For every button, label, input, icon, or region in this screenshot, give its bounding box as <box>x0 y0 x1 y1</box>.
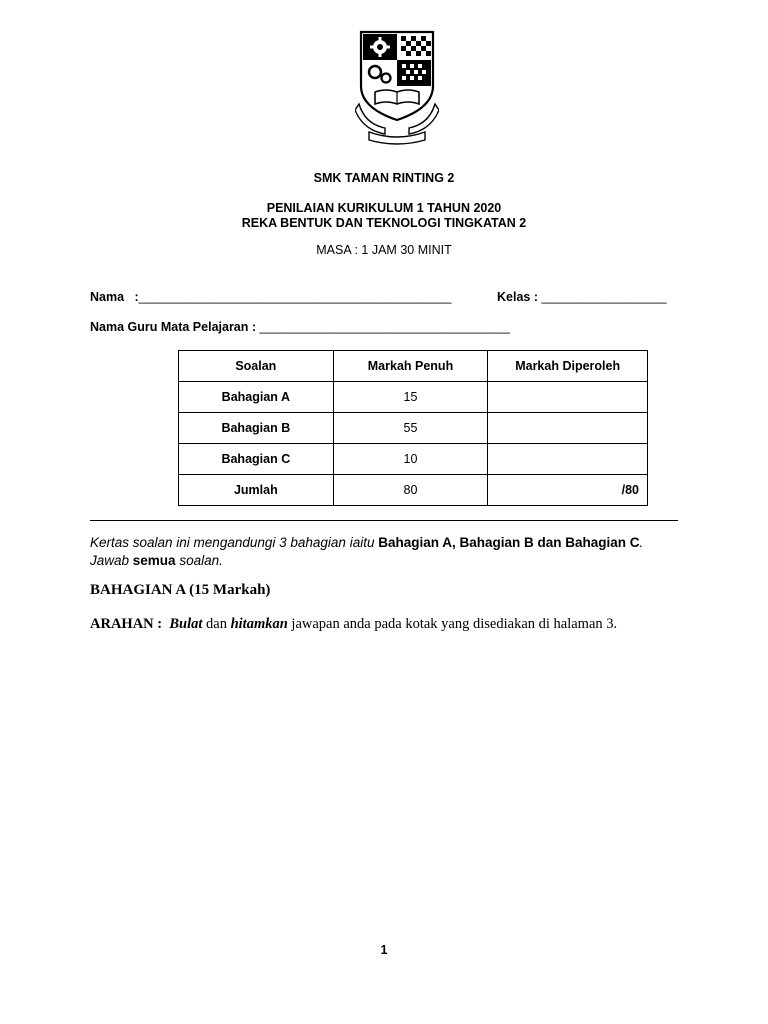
teacher-field[interactable] <box>90 320 510 334</box>
teacher-label: Nama Guru Mata Pelajaran : <box>90 320 260 334</box>
exam-duration: MASA : 1 JAM 30 MINIT <box>316 243 452 257</box>
table-row <box>179 382 648 413</box>
row-obtained-marks[interactable]: /80 <box>488 475 648 506</box>
intro-paragraph <box>90 534 690 570</box>
row-full-marks: 55 <box>333 413 488 444</box>
column-header: Markah Diperoleh <box>488 351 648 382</box>
class-line: __________________ <box>541 290 667 304</box>
school-name: SMK TAMAN RINTING 2 <box>313 171 455 185</box>
intro-period: . <box>639 535 644 550</box>
row-full-marks: 15 <box>333 382 488 413</box>
instruction-label: ARAHAN : <box>90 616 163 632</box>
row-section: Bahagian B <box>179 413 334 444</box>
intro-sections: Bahagian A, Bahagian B dan Bahagian C <box>378 535 640 550</box>
teacher-line: ____________________________________ <box>259 320 510 334</box>
row-section: Jumlah <box>179 475 334 506</box>
page-number: 1 <box>380 943 388 957</box>
instructions <box>90 616 617 633</box>
row-obtained-marks[interactable] <box>488 382 648 413</box>
name-line: _____________________________________________ <box>138 290 452 304</box>
section-a-title: BAHAGIAN A (15 Markah) <box>90 582 271 598</box>
school-crest-icon <box>355 28 439 146</box>
table-row <box>179 413 648 444</box>
row-full-marks: 10 <box>333 444 488 475</box>
instruction-hitamkan: hitamkan <box>230 616 288 632</box>
marks-table <box>178 350 648 506</box>
answer-prefix: Jawab <box>90 553 133 568</box>
table-row <box>179 444 648 475</box>
row-section: Bahagian A <box>179 382 334 413</box>
column-header: Markah Penuh <box>333 351 488 382</box>
instruction-bulat: Bulat <box>169 616 203 632</box>
subject-title: REKA BENTUK DAN TEKNOLOGI TINGKATAN 2 <box>241 216 527 230</box>
table-header-row <box>179 351 648 382</box>
answer-suffix: soalan. <box>175 553 223 568</box>
row-full-marks: 80 <box>333 475 488 506</box>
intro-text: Kertas soalan ini mengandungi 3 bahagian iaitu <box>90 535 379 550</box>
table-row-total <box>179 475 648 506</box>
instruction-rest: jawapan anda pada kotak yang disediakan di halaman 3. <box>287 616 618 632</box>
name-field[interactable] <box>90 290 451 304</box>
name-label: Nama : <box>90 290 139 304</box>
class-label: Kelas : <box>497 290 542 304</box>
row-obtained-marks[interactable] <box>488 413 648 444</box>
instruction-dan: dan <box>202 616 231 632</box>
row-obtained-marks[interactable] <box>488 444 648 475</box>
column-header: Soalan <box>179 351 334 382</box>
class-field[interactable] <box>497 290 667 304</box>
row-section: Bahagian C <box>179 444 334 475</box>
divider <box>90 520 678 521</box>
answer-all: semua <box>132 553 176 568</box>
exam-title: PENILAIAN KURIKULUM 1 TAHUN 2020 <box>266 201 502 215</box>
